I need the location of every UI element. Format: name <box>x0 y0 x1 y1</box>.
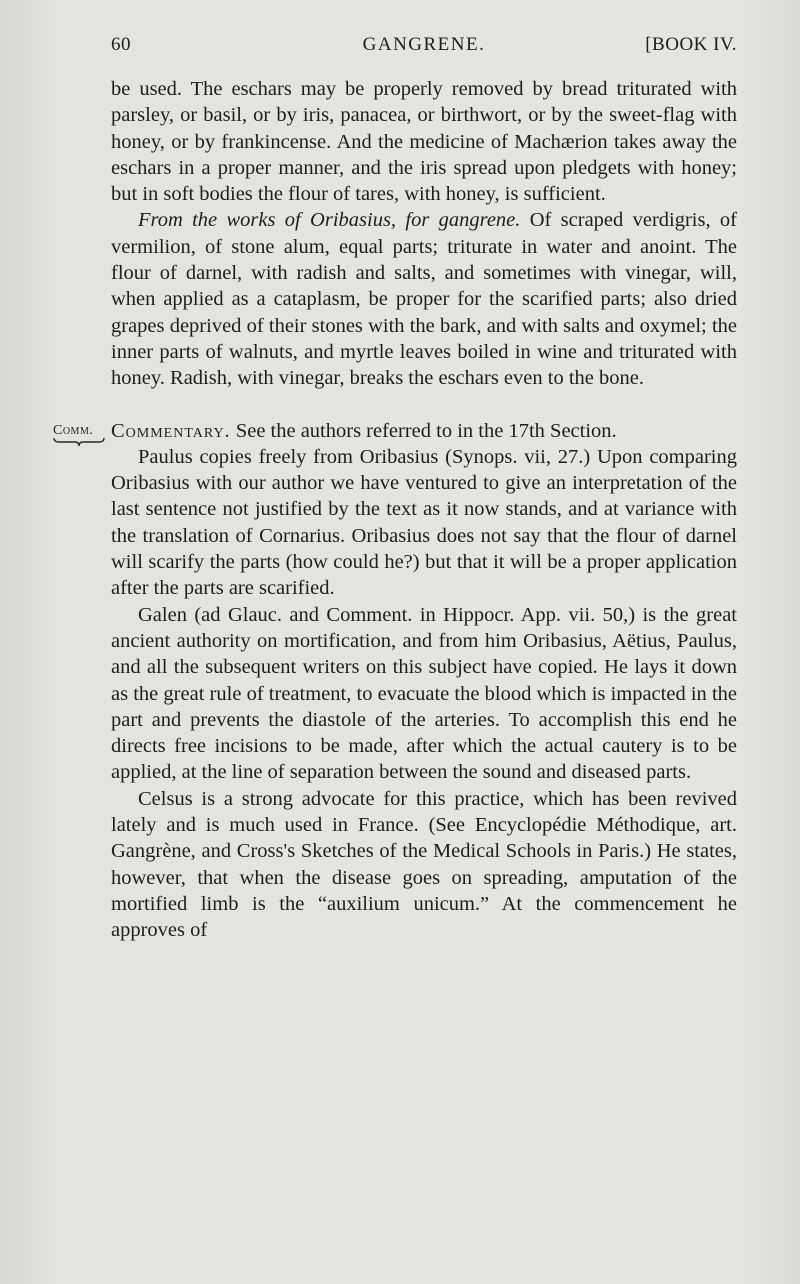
book-reference: [BOOK IV. <box>645 34 737 55</box>
paragraph-celsus: Celsus is a strong advocate for this practice, which has been revived lately and is much used in France. (See Encyclopédie Méthodique, art. Gangrène, and Cross's Sketches of the Medical Schools in Paris.) He states, however, that when the disease goes on spreading, amputation of the mortified limb is the “auxilium unicum.” At the commencement he approves of <box>111 787 737 942</box>
running-header <box>111 34 737 60</box>
margin-brace-icon <box>53 437 105 447</box>
paragraph-galen: Galen (ad Glauc. and Comment. in Hippocr. App. vii. 50,) is the great ancient authority on mortification, and from him Oribasius, Aëtius, Paulus, and all the subsequent writers on this subject have copied. He lays it down as the great rule of treatment, to evacuate the blood which is impacted in the part and prevents the diastole of the arteries. To accomplish this end he directs free incisions to be made, after which the actual cautery is to be applied, at the line of separation between the sound and diseased parts. <box>111 603 737 784</box>
margin-note-comm: Comm. <box>53 422 94 438</box>
paragraph-commentary <box>53 418 737 444</box>
paragraph-paulus: Paulus copies freely from Oribasius (Synops. vii, 27.) Upon comparing Oribasius with our author we have ventured to give an interpretation of the last sentence not justified by the text as it now stands, and at variance with the translation of Cornarius. Oribasius does not say that the flour of darnel will scarify the parts (how could he?) but that it will be a proper application after the parts are scarified. <box>111 445 737 600</box>
paragraph-continuation: be used. The eschars may be properly removed by bread triturated with parsley, or basil, or by iris, panacea, or birthwort, or by the sweet-flag with honey, or by frankincense. And the medicine of Machærion takes away the eschars in a proper manner, and the iris spread upon pledgets with honey; but in soft bodies the flour of tares, with honey, is sufficient. <box>111 78 737 206</box>
commentary-text: See the authors referred to in the 17th Section. <box>230 419 617 442</box>
paragraph-oribasius <box>111 207 737 391</box>
commentary-label: Commentary. <box>111 419 231 442</box>
oribasius-text: Of scraped verdigris, of vermilion, of stone alum, equal parts; triturate in water and anoint. The flour of darnel, with radish and salts, and sometimes with vinegar, will, when applied as a cataplasm, be proper for the scarified parts; also dried grapes deprived of their stones with the bark, and with salts and oxymel; the inner parts of walnuts, and myrtle leaves boiled in wine and triturated with honey. Radish, with vinegar, breaks the eschars even to the bone. <box>111 209 737 390</box>
oribasius-heading: From the works of Oribasius, for gangrene. <box>138 209 521 232</box>
page-number: 60 <box>111 34 131 55</box>
page-body <box>53 76 737 944</box>
running-title: GANGRENE. <box>362 34 486 55</box>
